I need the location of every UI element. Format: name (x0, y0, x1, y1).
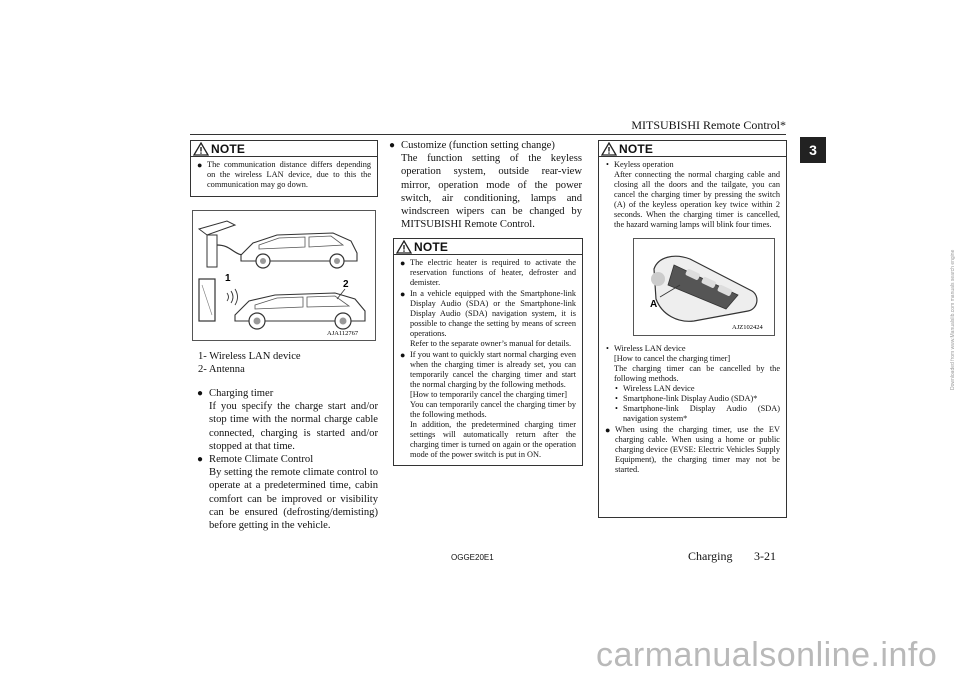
warning-icon (193, 142, 209, 156)
side-watermark: Downloaded from www.Manualslib.com manuals search engine (950, 249, 956, 390)
note-item: ● If you want to quickly start normal charging even when the charging timer is already set, you can temporarily cancel the charging timer and start the normal charging by the following methods. [How to temporarily cancel the charging timer] You can temporarily cancel the charging timer by the following methods. In addition, the predetermined charging timer settings will automatically return after the charging timer is turned on again or the operation mode of the power switch is put in ON. (400, 350, 576, 459)
figure-code: AJA112767 (327, 330, 359, 337)
figure-legend (198, 350, 301, 376)
evse-item: ● When using the charging timer, use the EV charging cable. When using a home or public charging device (EVSE: Electric Vehicles Supply Equipment), the charging timer may not be started. (605, 425, 780, 474)
header-rule (190, 134, 786, 135)
site-watermark: carmanualsonline.info (596, 636, 938, 674)
running-header: MITSUBISHI Remote Control* (631, 118, 786, 132)
middle-note-box (393, 238, 583, 466)
callout-2: 2 (343, 279, 349, 290)
keyless-item: • Keyless operation After connecting the normal charging cable and closing all the doors and the tailgate, you can cancel the charging timer by pressing the switch (A) of the keyless operation key twice within 2 seconds. When the charging timer is cancelled, the hazard warning lamps will blink four times. (606, 160, 780, 229)
right-note-box (598, 140, 787, 518)
legend-item: 1- Wireless LAN device (198, 351, 301, 362)
method-item: • Smartphone-link Display Audio (SDA) navigation system* (615, 404, 780, 423)
bullet-charging-timer: ● Charging timer If you specify the charge start and/or stop time with the normal charge cable connected, charging is started and/or stopped at that time. (197, 388, 378, 452)
chapter-tab: 3 (800, 137, 826, 163)
note-item: ● In a vehicle equipped with the Smartphone-link Display Audio (SDA) or the Smartphone-link Display Audio (SDA) navigation system, it is possible to change the setting by means of screen operations. Refer to the separate owner’s manual for details. (400, 289, 576, 348)
note-header (394, 239, 582, 255)
wlan-item: • Wireless LAN device [How to cancel the charging timer] The charging timer can be cancelled by the following methods. (606, 344, 780, 383)
bullet-remote-climate: ● Remote Climate Control By setting the remote climate control to operate at a predetermined time, cabin comfort can be improved or visibility can be ensured (defrosting/demisting) before getting in the vehicle. (197, 454, 378, 532)
warning-icon (601, 142, 617, 156)
page-number: 3-21 (754, 549, 776, 563)
left-note-box (190, 140, 378, 197)
car-illustration (193, 211, 375, 340)
legend-item: 2- Antenna (198, 364, 245, 375)
switch-a-label: A (650, 299, 658, 310)
left-bullets (197, 387, 378, 532)
note-title: NOTE (211, 141, 246, 156)
method-item: • Smartphone-link Display Audio (SDA)* (615, 394, 758, 403)
note-item: ● The communication distance differs depending on the wireless LAN device, due to this the communication may go down. (197, 160, 371, 190)
key-fob-illustration (634, 239, 774, 335)
note-title: NOTE (414, 239, 449, 254)
note-item: ● The electric heater is required to activate the reservation functions of heater, defroster and demister. (400, 258, 576, 287)
note-title: NOTE (619, 141, 654, 156)
method-item: • Wireless LAN device (615, 384, 695, 393)
key-figure (633, 238, 775, 336)
note-header (191, 141, 377, 157)
wireless-lan-figure (192, 210, 376, 341)
key-figure-code: AJZ102424 (732, 324, 763, 331)
note-header (599, 141, 786, 157)
customize-bullet: ● Customize (function setting change) The function setting of the keyless operation system, outside rear-view mirror, operation mode of the power switch, air conditioning, lamps and windscreen wipers can be changed by MITSUBISHI Remote Control. (389, 140, 582, 231)
warning-icon (396, 240, 412, 254)
footer-code: OGGE20E1 (451, 553, 494, 562)
footer-section: Charging (688, 549, 733, 563)
callout-1: 1 (225, 273, 231, 284)
